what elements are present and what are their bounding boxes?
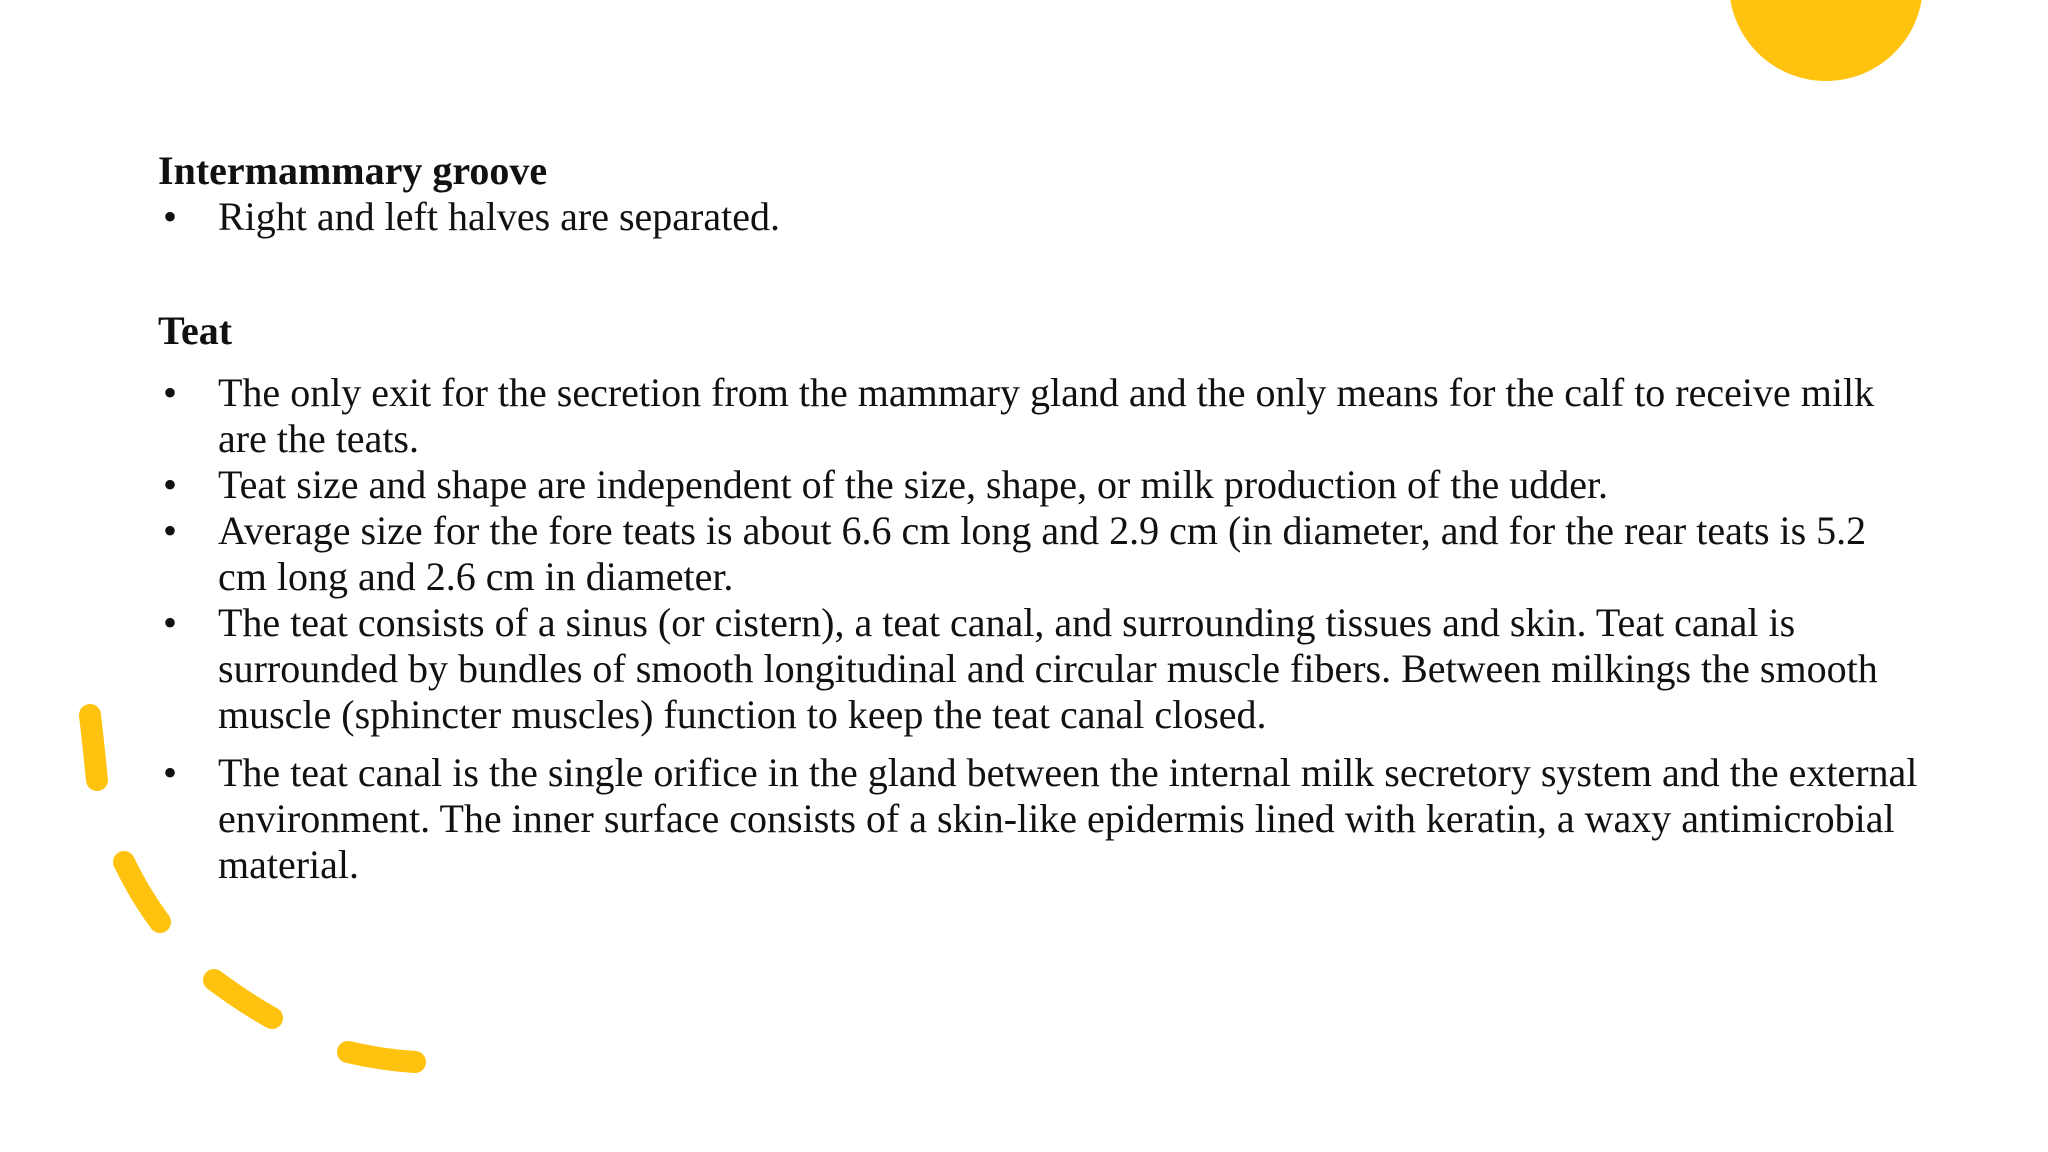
list-item <box>158 508 1918 600</box>
slide-content <box>158 148 1918 888</box>
list-item <box>158 600 1918 738</box>
section-intermammary-groove <box>158 148 1918 240</box>
bullet-icon: • <box>162 462 177 507</box>
arc-dash-3 <box>214 980 272 1018</box>
section-teat <box>158 308 1918 888</box>
bullet-text: Teat size and shape are independent of the size, shape, or milk production of the udder. <box>218 462 1609 507</box>
list-item <box>158 370 1918 462</box>
arc-dash-2 <box>124 862 160 922</box>
bullet-icon: • <box>162 370 177 415</box>
bullet-icon: • <box>162 508 177 553</box>
bullet-icon: • <box>162 750 177 795</box>
bullet-icon: • <box>162 194 177 239</box>
bullet-icon: • <box>162 600 177 645</box>
bullet-text: The teat consists of a sinus (or cistern), a teat canal, and surrounding tissues and skin. Teat canal is surrounded by bundles of smooth longitudinal and circular muscle fibers. Between milkings the smooth muscle (sphincter muscles) function to keep the teat canal closed. <box>218 600 1878 737</box>
bullet-text: The teat canal is the single orifice in the gland between the internal milk secretory system and the external environment. The inner surface consists of a skin-like epidermis lined with keratin, a waxy antimicrobial material. <box>218 750 1918 887</box>
bullet-list <box>158 194 1918 240</box>
section-heading: Teat <box>158 308 233 353</box>
arc-dash-1 <box>90 715 97 780</box>
list-item <box>158 750 1918 888</box>
bullet-text: The only exit for the secretion from the mammary gland and the only means for the calf to receive milk are the teats. <box>218 370 1875 461</box>
bullet-text: Right and left halves are separated. <box>218 194 780 239</box>
bullet-list <box>158 370 1918 888</box>
arc-dash-4 <box>348 1052 415 1062</box>
list-item <box>158 462 1918 508</box>
section-heading: Intermammary groove <box>158 148 548 193</box>
bullet-text: Average size for the fore teats is about 6.6 cm long and 2.9 cm (in diameter, and for the rear teats is 5.2 cm long and 2.6 cm in diameter. <box>218 508 1867 599</box>
yellow-circle-decoration <box>1729 0 1923 81</box>
list-item <box>158 194 1918 240</box>
